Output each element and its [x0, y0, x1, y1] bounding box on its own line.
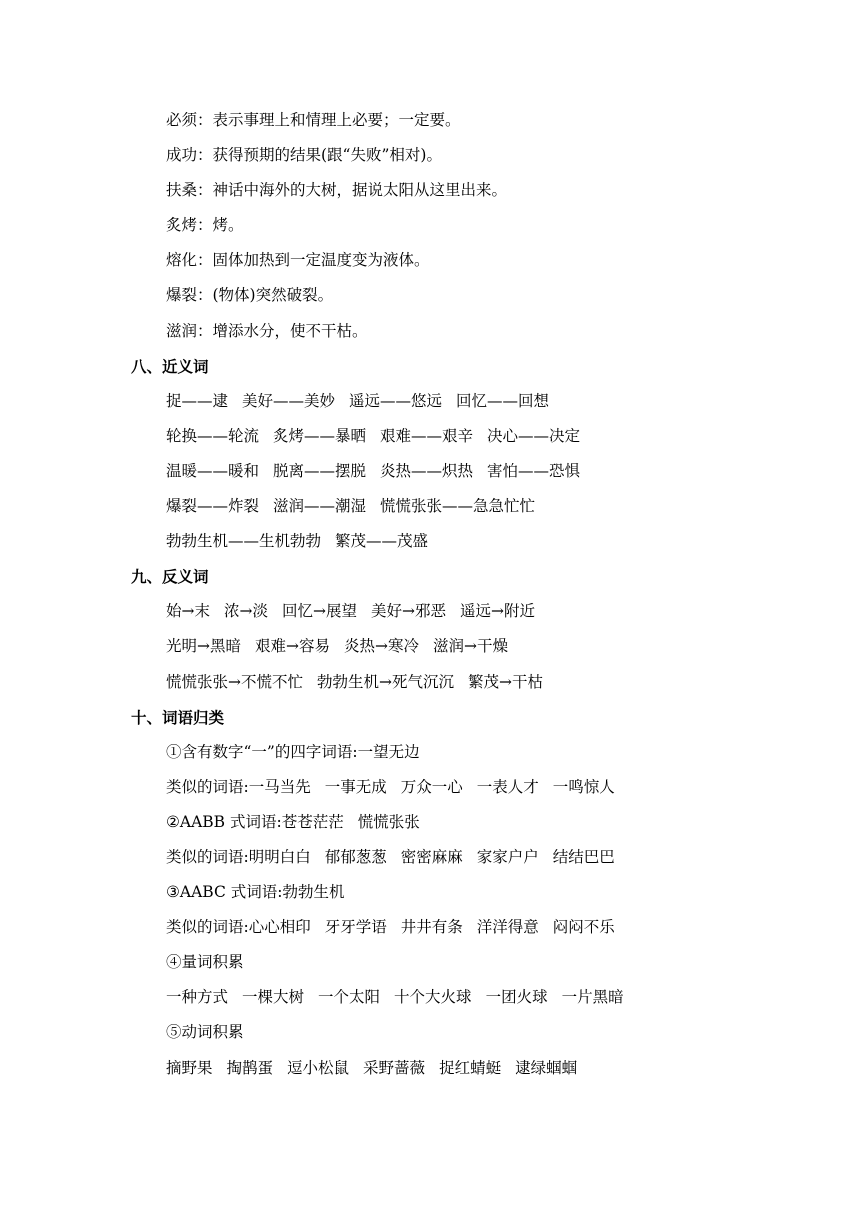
term: 始→末: [166, 602, 210, 621]
definition-line: 成功：获得预期的结果(跟“失败”相对)。: [166, 146, 442, 165]
antonyms-heading: 九、反义词: [131, 567, 209, 587]
term: 逗小松鼠: [287, 1058, 350, 1077]
term: 决心——决定: [487, 426, 581, 445]
term: 类似的词语:心心相印: [166, 918, 311, 937]
term: ②AABB 式词语:苍苍茫茫: [166, 812, 344, 831]
term: 慌慌张张: [357, 812, 420, 831]
term: 慌慌张张——急急忙忙: [380, 497, 536, 516]
term: 十个大火球: [394, 988, 472, 1007]
definition-line: 必须：表示事理上和情理上必要；一定要。: [166, 111, 461, 129]
term: 温暖——暖和: [166, 461, 260, 480]
classification-row: [0, 1051, 860, 1086]
synonym-row: [0, 489, 860, 524]
term: 一棵大树: [242, 988, 305, 1007]
document-page: [0, 103, 860, 1086]
term: 闷闷不乐: [552, 918, 615, 937]
term: 美好→邪恶: [371, 602, 446, 621]
term: 一种方式: [166, 988, 229, 1007]
term: 艰难——艰辛: [380, 426, 474, 445]
term: 牙牙学语: [324, 918, 387, 937]
term: 掏鹊蛋: [226, 1058, 274, 1077]
term: 滋润→干燥: [433, 637, 508, 656]
definitions-section: [0, 103, 860, 349]
term: 回忆——回想: [456, 391, 550, 410]
term: ⑤动词积累: [166, 1023, 244, 1042]
term: 捉——逮: [166, 391, 229, 410]
term: 一个太阳: [318, 988, 381, 1007]
term: 一表人才: [476, 777, 539, 796]
classification-row: [0, 840, 860, 875]
term: 家家户户: [476, 847, 539, 866]
term: 类似的词语:明明白白: [166, 847, 311, 866]
classification-row: [0, 980, 860, 1015]
antonym-row: [0, 594, 860, 629]
term: 密密麻麻: [400, 847, 463, 866]
term: ④量词积累: [166, 953, 244, 972]
term: 繁茂——茂盛: [335, 532, 429, 551]
classification-row: [0, 945, 860, 980]
synonym-row: [0, 524, 860, 559]
term: 勃勃生机——生机勃勃: [166, 532, 322, 551]
term: 脱离——摆脱: [273, 461, 367, 480]
term: 炎热——炽热: [380, 461, 474, 480]
term: 爆裂——炸裂: [166, 497, 260, 516]
antonym-row: [0, 629, 860, 664]
term: ①含有数字“一”的四字词语:一望无边: [166, 742, 420, 761]
definition-line: 扶桑：神话中海外的大树，据说太阳从这里出来。: [166, 181, 508, 200]
classification-row: [0, 770, 860, 805]
definition-line: 滋润：增添水分，使不干枯。: [166, 321, 368, 340]
term: 炎热→寒冷: [344, 637, 419, 656]
classification-row: [0, 875, 860, 910]
synonyms-section: [0, 384, 860, 559]
synonym-row: [0, 384, 860, 419]
term: 结结巴巴: [552, 847, 615, 866]
definition-line: 熔化：固体加热到一定温度变为液体。: [166, 251, 430, 270]
term: 一片黑暗: [561, 988, 624, 1007]
term: 摘野果: [166, 1058, 213, 1077]
term: 慌慌张张→不慌不忙: [166, 672, 303, 691]
term: 害怕——恐惧: [487, 461, 581, 480]
term: 勃勃生机→死气沉沉: [317, 672, 454, 691]
term: 逮绿蝈蝈: [515, 1058, 578, 1077]
term: 光明→黑暗: [166, 637, 241, 656]
antonym-row: [0, 665, 860, 700]
term: ③AABC 式词语:勃勃生机: [166, 883, 345, 902]
definition-line: 炙烤：烤。: [166, 216, 244, 235]
synonym-row: [0, 454, 860, 489]
term: 美好——美妙: [242, 391, 336, 410]
term: 回忆→展望: [282, 602, 357, 621]
term: 艰难→容易: [255, 637, 330, 656]
term: 一鸣惊人: [552, 777, 615, 796]
synonym-row: [0, 419, 860, 454]
term: 轮换——轮流: [166, 426, 260, 445]
term: 一事无成: [324, 777, 387, 796]
term: 井井有条: [400, 918, 463, 937]
term: 洋洋得意: [476, 918, 539, 937]
term: 滋润——潮湿: [273, 497, 367, 516]
classification-heading: 十、词语归类: [131, 707, 225, 727]
term: 万众一心: [400, 777, 463, 796]
term: 遥远——悠远: [349, 391, 443, 410]
classification-row: [0, 1015, 860, 1050]
term: 炙烤——暴晒: [273, 426, 367, 445]
classification-row: [0, 805, 860, 840]
term: 遥远→附近: [460, 602, 535, 621]
term: 浓→淡: [224, 602, 268, 621]
term: 繁茂→干枯: [468, 672, 543, 691]
classification-row: [0, 735, 860, 770]
classification-section: [0, 735, 860, 1086]
term: 类似的词语:一马当先: [166, 777, 311, 796]
term: 一团火球: [485, 988, 548, 1007]
synonyms-heading: 八、近义词: [131, 356, 209, 376]
definition-line: 爆裂：(物体)突然破裂。: [166, 286, 334, 305]
term: 捉红蜻蜓: [439, 1058, 502, 1077]
classification-row: [0, 910, 860, 945]
term: 郁郁葱葱: [324, 847, 387, 866]
antonyms-section: [0, 594, 860, 699]
term: 采野蔷薇: [363, 1058, 426, 1077]
